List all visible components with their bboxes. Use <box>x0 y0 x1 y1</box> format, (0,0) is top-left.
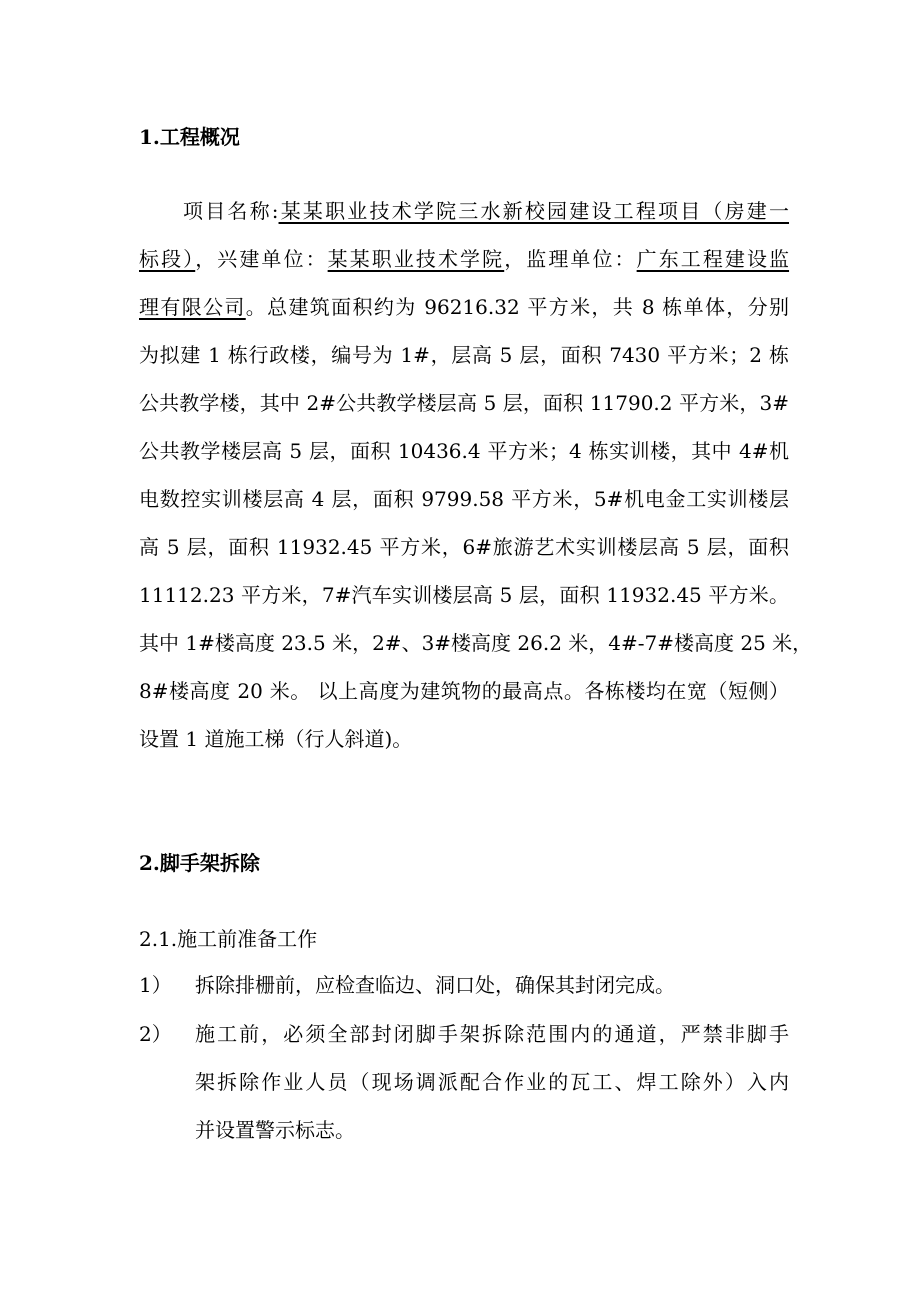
paragraph-line: 公共教学楼，其中 2#公共教学楼层高 5 层，面积 11790.2 平方米，3# <box>139 391 789 415</box>
paragraph-line <box>139 235 789 283</box>
label-text: ，监理单位： <box>504 247 637 271</box>
paragraph-line: 电数控实训楼层高 4 层，面积 9799.58 平方米，5#机电金工实训楼层 <box>139 487 789 511</box>
developer-name-text: 某某职业技术学院 <box>327 247 505 271</box>
list-item-body <box>195 1010 789 1154</box>
project-overview-paragraph <box>139 187 813 763</box>
paragraph-line <box>139 283 789 331</box>
paragraph-line: 公共教学楼层高 5 层，面积 10436.4 平方米；4 栋实训楼，其中 4#机 <box>139 439 789 463</box>
project-name-text: 某某职业技术学院三水新校园建设工程项目（房建一 <box>278 199 790 223</box>
label-text: 项目名称: <box>183 199 279 223</box>
paragraph-line: 11112.23 平方米，7#汽车实训楼层高 5 层，面积 11932.45 平方米。 <box>139 583 789 607</box>
list-item-line: 并设置警示标志。 <box>195 1118 355 1142</box>
paragraph-line: 其中 1#楼高度 23.5 米，2#、3#楼高度 26.2 米，4#-7#楼高度 25 米， <box>139 631 813 655</box>
supervisor-name-text: 广东工程建设监 <box>636 247 790 271</box>
list-item-number: 1） <box>139 973 172 997</box>
supervisor-name-text: 理有限公司 <box>139 295 246 319</box>
list-item-body <box>195 961 789 1009</box>
paragraph-line: 设置 1 道施工梯（行人斜道)。 <box>139 727 413 751</box>
paragraph-line: 为拟建 1 栋行政楼，编号为 1#，层高 5 层，面积 7430 平方米；2 栋 <box>139 343 789 367</box>
label-text: ，兴建单位： <box>195 247 328 271</box>
list-item-line: 施工前，必须全部封闭脚手架拆除范围内的通道，严禁非脚手 <box>195 1022 789 1046</box>
list-item-number: 2） <box>139 1022 172 1046</box>
paragraph-line: 高 5 层，面积 11932.45 平方米，6#旅游艺术实训楼层高 5 层，面积 <box>139 535 789 559</box>
body-text: 。总建筑面积约为 96216.32 平方米，共 8 栋单体，分别 <box>245 295 789 319</box>
paragraph-line: 8#楼高度 20 米。 以上高度为建筑物的最高点。各栋楼均在宽（短侧） <box>139 679 789 703</box>
subsection-heading: 2.1.施工前准备工作 <box>139 927 318 951</box>
project-name-text: 标段） <box>139 247 196 271</box>
list-item-line: 拆除排栅前，应检查临边、洞口处，确保其封闭完成。 <box>195 973 675 997</box>
section-heading: 1.工程概况 <box>139 125 240 149</box>
section-heading: 2.脚手架拆除 <box>139 851 260 875</box>
paragraph-line <box>139 187 789 235</box>
list-item-line: 架拆除作业人员（现场调派配合作业的瓦工、焊工除外）入内 <box>195 1070 789 1094</box>
